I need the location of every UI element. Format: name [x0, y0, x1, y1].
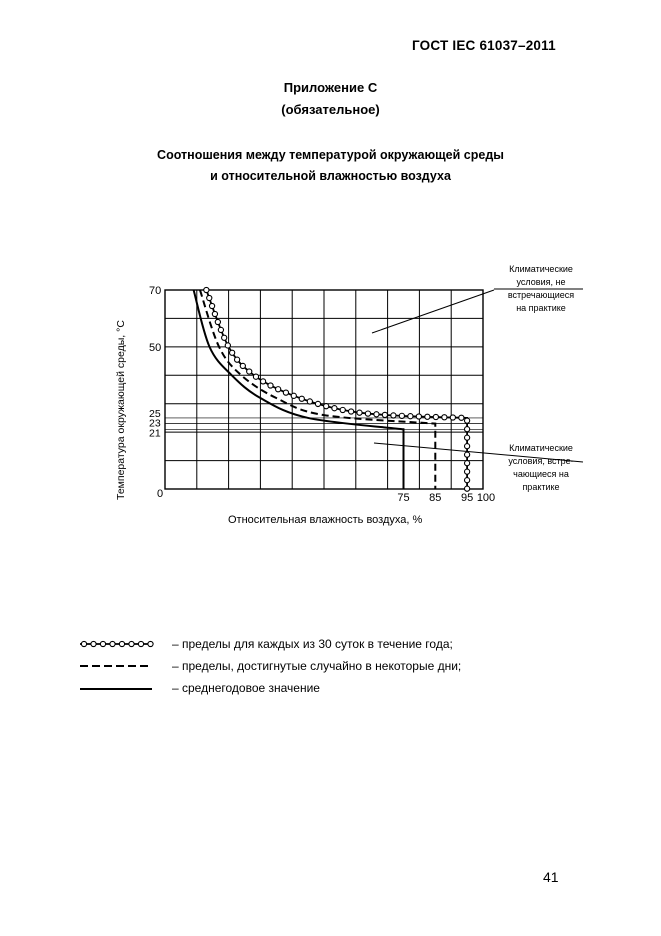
- series-marker-circle: [391, 413, 396, 418]
- x-tick-label: 95: [460, 492, 474, 504]
- annotation-upper-line: встречающиеся: [507, 290, 575, 300]
- series-marker-circle: [465, 469, 470, 474]
- series-marker-circle: [459, 415, 464, 420]
- series-line-solid: [194, 290, 404, 489]
- series-marker-circle: [283, 390, 288, 395]
- legend-sample-circle: [119, 641, 124, 646]
- series-marker-circle: [425, 414, 430, 419]
- chart-labels: [115, 264, 574, 526]
- annex-status: (обязательное): [281, 102, 380, 117]
- series-marker-circle: [315, 401, 320, 406]
- y-tick-label: 50: [149, 341, 162, 354]
- y-tick-label: 0: [157, 488, 164, 500]
- legend-sample-circle: [91, 641, 96, 646]
- series-line-dashed: [200, 290, 435, 489]
- series-marker-circle: [465, 427, 470, 432]
- series-marker-circle: [465, 486, 470, 491]
- legend-sample-circle: [129, 641, 134, 646]
- x-axis-label: Относительная влажность воздуха, %: [228, 514, 423, 526]
- series-marker-circle: [382, 412, 387, 417]
- legend-label-solid: – среднегодовое значение: [172, 681, 320, 695]
- annotation-upper-line: на практике: [516, 303, 566, 313]
- legend-sample-circle: [81, 641, 86, 646]
- series-marker-circle: [433, 414, 438, 419]
- series-marker-circle: [340, 407, 345, 412]
- series-marker-circle: [207, 295, 212, 300]
- series-marker-circle: [240, 363, 245, 368]
- legend-sample-circle: [100, 641, 105, 646]
- series-marker-circle: [365, 411, 370, 416]
- series-marker-circle: [204, 287, 209, 292]
- series-marker-circle: [268, 383, 273, 388]
- y-axis-label: Температура окружающей среды, °С: [115, 320, 127, 500]
- series-marker-circle: [247, 369, 252, 374]
- series-marker-circle: [307, 399, 312, 404]
- x-tick-label: 100: [476, 492, 496, 504]
- y-tick-label: 23: [149, 417, 161, 430]
- series-marker-circle: [442, 415, 447, 420]
- page-number: 41: [543, 869, 559, 885]
- series-marker-circle: [399, 413, 404, 418]
- annotation-leader-upper: [372, 290, 494, 333]
- series-marker-circle: [465, 444, 470, 449]
- legend-samples: [80, 641, 153, 689]
- series-marker-circle: [465, 452, 470, 457]
- series-marker-circle: [465, 478, 470, 483]
- annotation-upper-line: Климатические: [509, 264, 573, 274]
- x-tick-label: 85: [429, 492, 442, 504]
- annotation-lower-line: практике: [522, 482, 560, 492]
- series-marker-circle: [230, 350, 235, 355]
- series-marker-circle: [332, 406, 337, 411]
- series-marker-circle: [465, 435, 470, 440]
- annotation-lower-line: чающиеся на: [513, 469, 569, 479]
- legend-label-circles: – пределы для каждых из 30 суток в течение года;: [172, 637, 453, 651]
- series-marker-circle: [276, 387, 281, 392]
- series-marker-circle: [408, 414, 413, 419]
- y-tick-label: 25: [149, 407, 161, 420]
- annotation-lower: [508, 443, 573, 492]
- series-marker-circle: [260, 379, 265, 384]
- annotation-upper-line: условия, не: [516, 277, 566, 287]
- figure-caption-line-1: Соотношения между температурой окружающей среды: [157, 148, 504, 162]
- legend-sample-circle: [110, 641, 115, 646]
- legend-label-dashed: – пределы, достигнутые случайно в некоторые дни;: [172, 659, 462, 673]
- legend-labels: [172, 637, 461, 695]
- annotation-lower-line: Климатические: [509, 443, 573, 453]
- series-marker-circle: [349, 409, 354, 414]
- series-marker-circle: [234, 357, 239, 362]
- series-marker-circle: [324, 404, 329, 409]
- series-marker-circle: [450, 415, 455, 420]
- legend-sample-circle: [148, 641, 153, 646]
- series-marker-circle: [209, 303, 214, 308]
- annex-title: Приложение C: [283, 80, 378, 95]
- legend-sample-circle: [138, 641, 143, 646]
- series-marker-circle: [357, 410, 362, 415]
- series-marker-circle: [465, 461, 470, 466]
- series-line-circles: [206, 290, 467, 489]
- series-marker-circle: [291, 393, 296, 398]
- series-marker-circle: [215, 319, 220, 324]
- series-marker-circle: [253, 374, 258, 379]
- figure-caption-line-2: и относительной влажностью воздуха: [210, 169, 451, 183]
- series-marker-circle: [416, 414, 421, 419]
- annotation-lower-line: условия, встре-: [508, 456, 574, 466]
- series-marker-circle: [218, 327, 223, 332]
- series-marker-circle: [222, 335, 227, 340]
- series-marker-circle: [299, 396, 304, 401]
- series-marker-circle: [465, 418, 470, 423]
- y-tick-label: 70: [149, 285, 162, 297]
- series-marker-circle: [225, 343, 230, 348]
- series-marker-circle: [212, 311, 217, 316]
- series-marker-circle: [374, 412, 379, 417]
- standard-number: ГОСТ IEC 61037–2011: [412, 38, 556, 53]
- y-tick-label: 21: [149, 427, 161, 440]
- x-tick-label: 75: [397, 492, 410, 504]
